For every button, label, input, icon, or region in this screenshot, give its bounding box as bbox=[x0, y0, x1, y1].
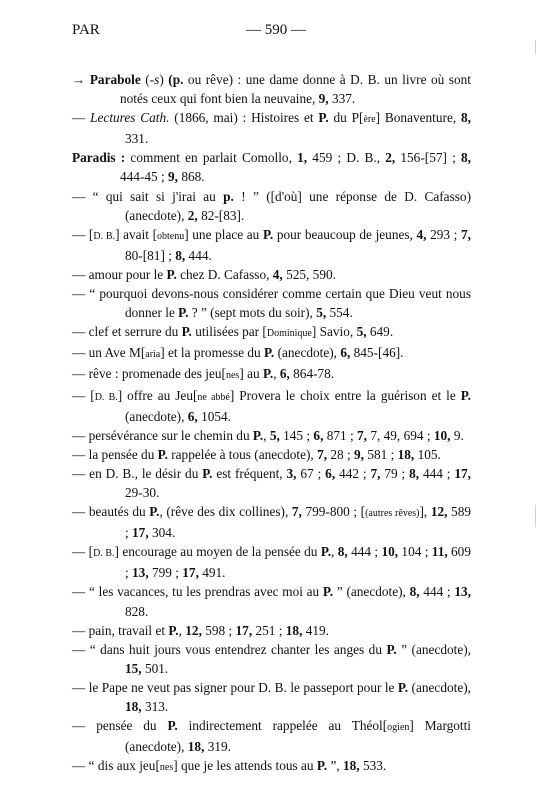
index-subentry: — beautés du P., (rêve des dix collines), 7, 799-800 ; [(autres rêves)], 12, 589 ; 17, 304. bbox=[72, 504, 471, 541]
index-subentry: — [D. B.] encourage au moyen de la pensée du P., 8, 444 ; 10, 104 ; 11, 609 ; 13, 799 ; 17, 491. bbox=[72, 544, 471, 581]
index-subentry: — pensée du P. indirectement rappelée au Théol[ogien] Margotti (anecdote), 18, 319. bbox=[72, 718, 472, 755]
scan-mark bbox=[535, 505, 536, 527]
index-subentry: — amour pour le P. chez D. Cafasso, 4, 525, 590. bbox=[72, 266, 336, 282]
running-head: PAR bbox=[72, 22, 100, 38]
page-header bbox=[70, 22, 470, 44]
page-number: — 590 — bbox=[246, 22, 306, 38]
index-subentry: — [D. B.] avait [obtenu] une place au P. pour beaucoup de jeunes, 4, 293 ; 7, 80-[81] ; 8, 444. bbox=[72, 226, 471, 263]
index-subentry: — en D. B., le désir du P. est fréquent, 3, 67 ; 6, 442 ; 7, 79 ; 8, 444 ; 17, 29-30. bbox=[72, 465, 471, 500]
index-subentry: — Lectures Cath. (1866, mai) : Histoires et P. du P[ère] Bonaventure, 8, 331. bbox=[72, 110, 471, 147]
scan-mark bbox=[535, 40, 536, 54]
index-subentry: — “ les vacances, tu les prendras avec moi au P. ” (anecdote), 8, 444 ; 13, 828. bbox=[72, 584, 471, 619]
index-subentry: — “ qui sait si j'irai au p. ! ” ([d'où] une réponse de D. Cafasso) (anecdote), 2, 82-[83]. bbox=[72, 188, 471, 223]
index-subentry: — “ dans huit jours vous entendrez chanter les anges du P. ” (anecdote), 15, 501. bbox=[72, 641, 471, 676]
index-subentry: — “ pourquoi devons-nous considérer comme certain que Dieu veut nous donner le P. ? ” (sept mots du soir), 5, 554. bbox=[72, 286, 471, 321]
index-subentry: — clef et serrure du P. utilisées par [Dominique] Savio, 5, 649. bbox=[72, 324, 394, 340]
index-heading: → Parabole (-s) (p. ou rêve) : une dame donne à D. B. un livre où sont notés ceux qui font bien la neuvaine, 9, 337. bbox=[72, 72, 471, 107]
index-entries bbox=[72, 70, 471, 777]
index-subentry: — [D. B.] offre au Jeu[ne abbé] Provera le choix entre la guérison et le P. (anecdote), 6, 1054. bbox=[72, 387, 471, 424]
index-subentry: — rêve : promenade des jeu[nes] au P., 6, 864-78. bbox=[72, 366, 335, 382]
index-subentry: — persévérance sur le chemin du P., 5, 145 ; 6, 871 ; 7, 7, 49, 694 ; 10, 9. bbox=[72, 427, 464, 443]
index-subentry: — pain, travail et P., 12, 598 ; 17, 251 ; 18, 419. bbox=[72, 622, 329, 638]
index-heading: Paradis : comment en parlait Comollo, 1, 459 ; D. B., 2, 156-[57] ; 8, 444-45 ; 9, 868. bbox=[72, 150, 472, 185]
index-subentry: — “ dis aux jeu[nes] que je les attends tous au P. ”, 18, 533. bbox=[72, 758, 387, 774]
index-subentry: — la pensée du P. rappelée à tous (anecdote), 7, 28 ; 9, 581 ; 18, 105. bbox=[72, 446, 441, 462]
index-subentry: — le Pape ne veut pas signer pour D. B. le passeport pour le P. (anecdote), 18, 313. bbox=[72, 679, 471, 714]
index-subentry: — un Ave M[aria] et la promesse du P. (anecdote), 6, 845-[46]. bbox=[72, 345, 404, 361]
